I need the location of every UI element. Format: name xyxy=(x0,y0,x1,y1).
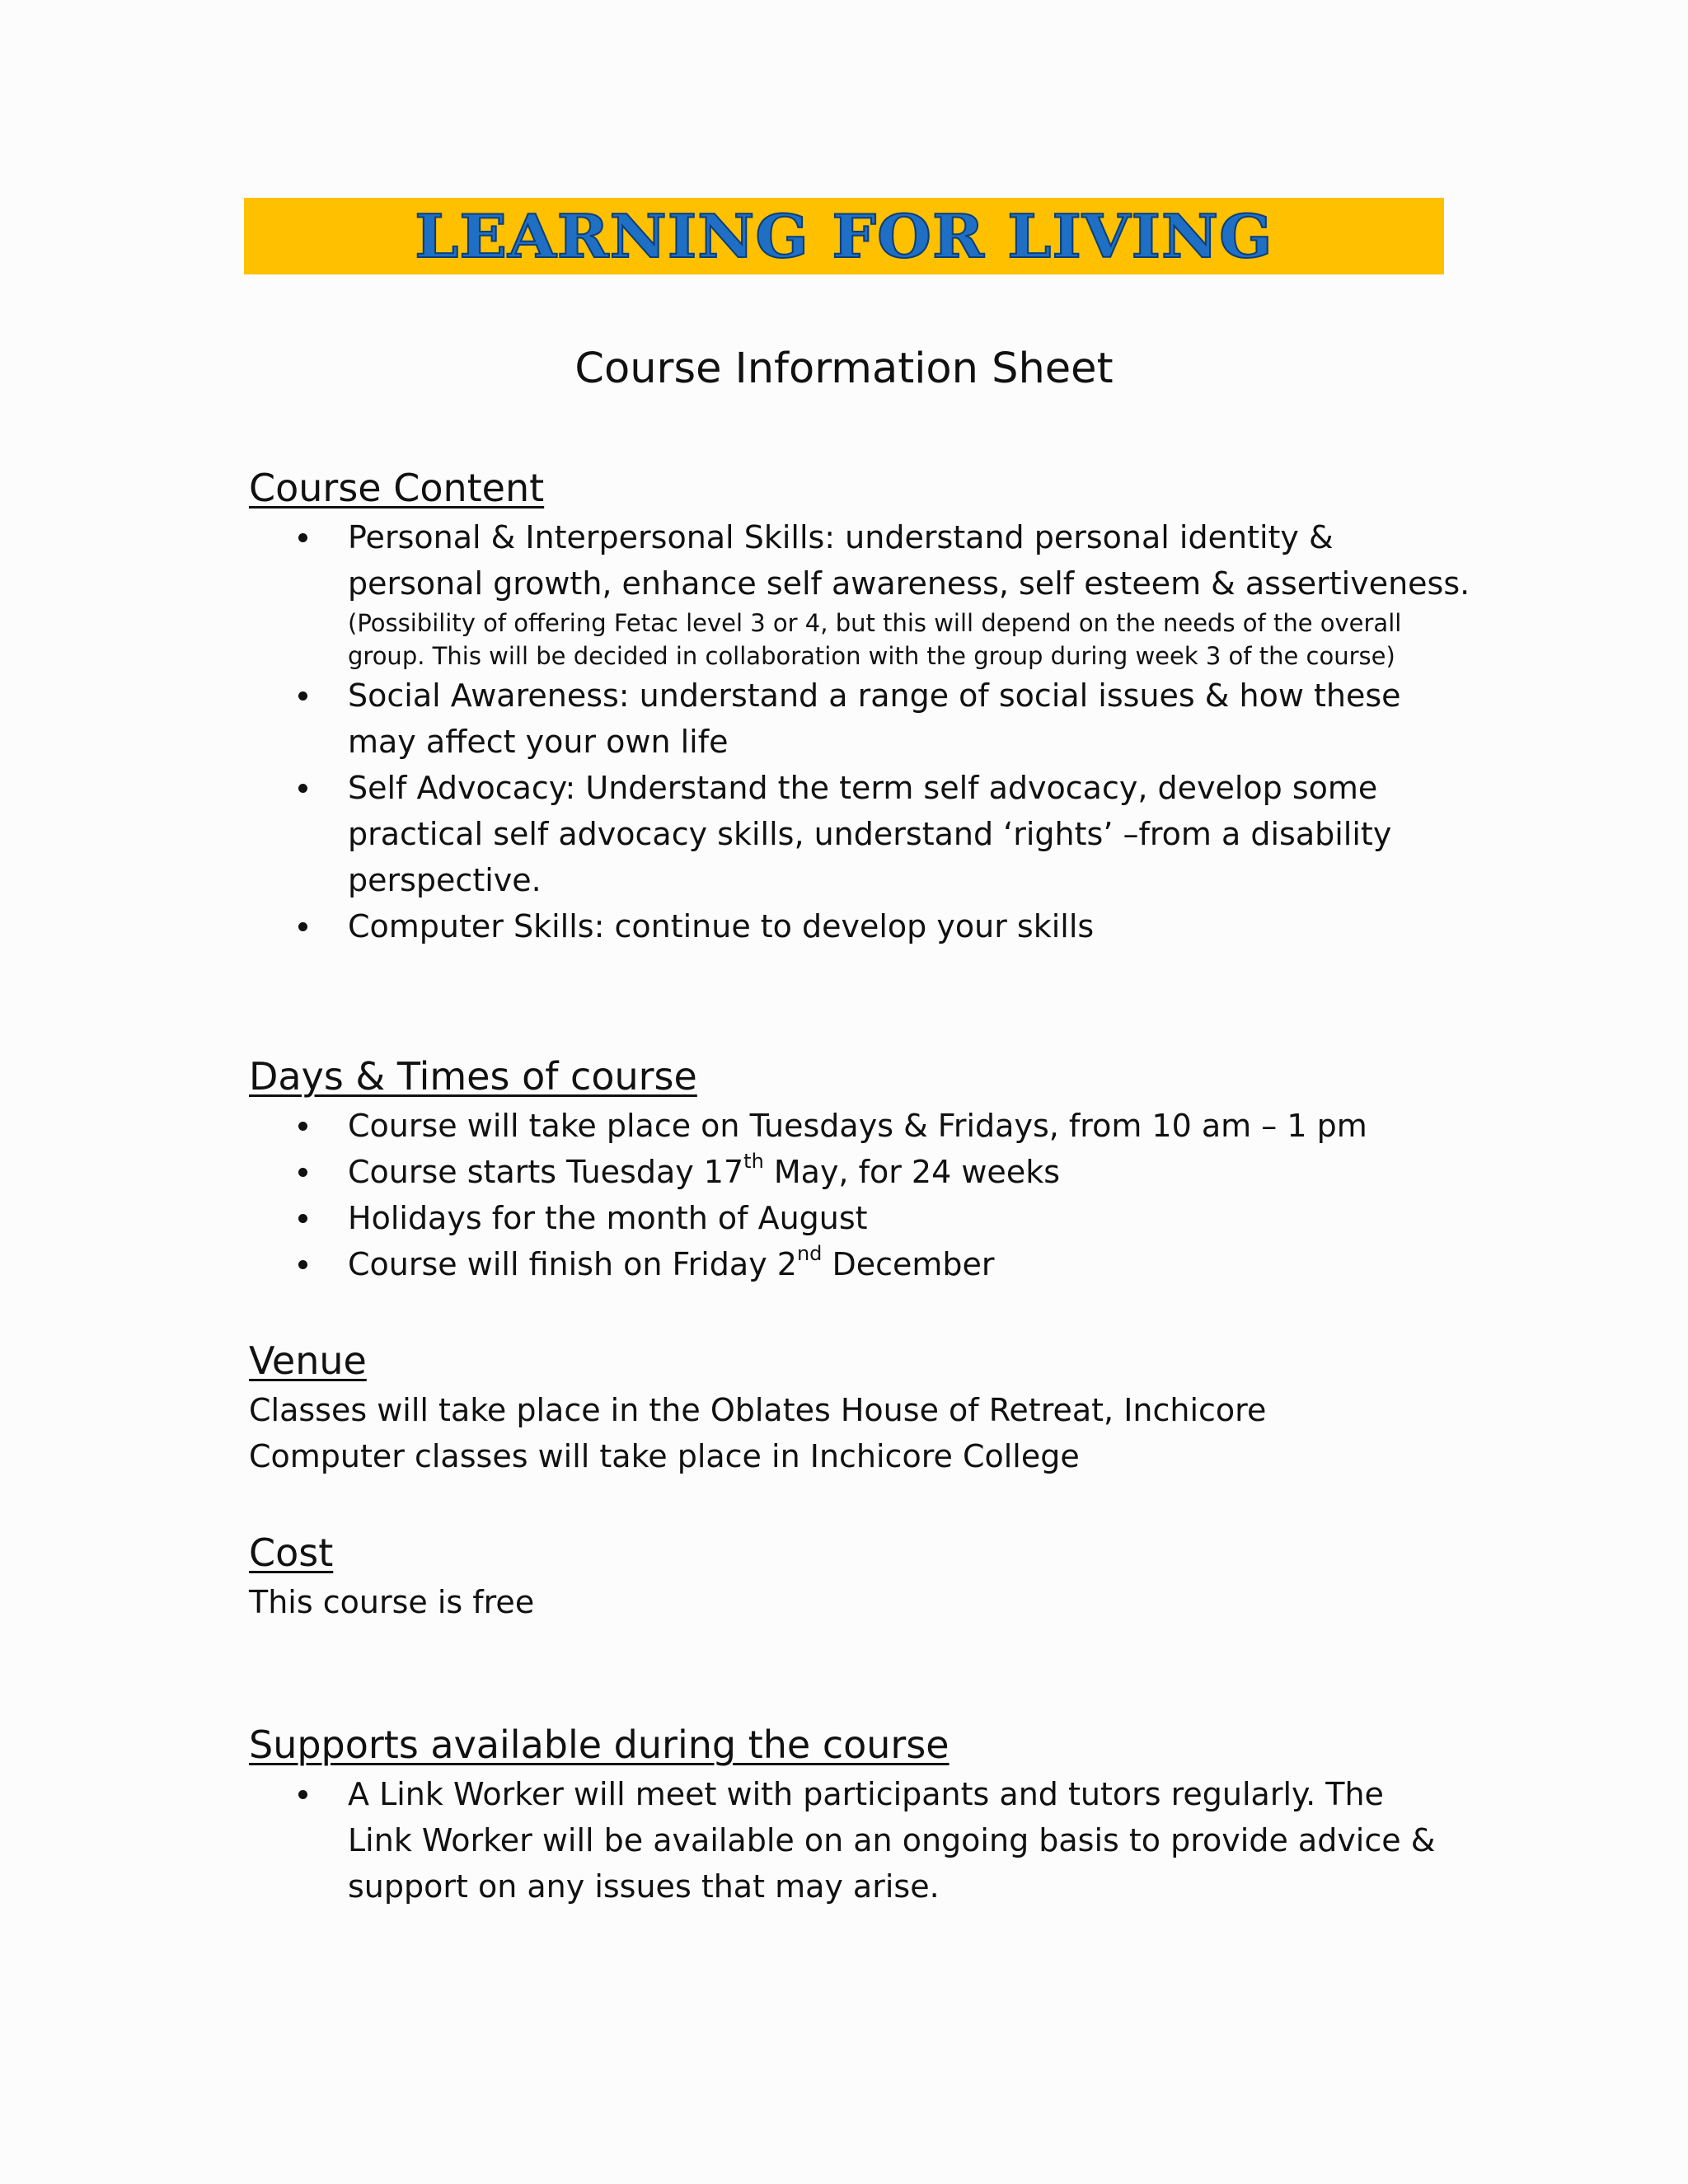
list-item: Social Awareness: understand a range of social issues & how these may affect your own life xyxy=(249,673,1436,765)
bullet-icon xyxy=(298,922,307,931)
list-item: Course will take place on Tuesdays & Fridays, from 10 am – 1 pm xyxy=(249,1103,1436,1149)
bullet-icon xyxy=(298,1214,307,1223)
list-item: Computer Skills: continue to develop your skills xyxy=(249,903,1436,949)
venue-heading: Venue xyxy=(249,1338,367,1383)
fetac-note: (Possibility of offering Fetac level 3 or 4, but this will depend on the needs of the overall xyxy=(348,609,1402,637)
list-item: Course will finish on Friday 2nd December xyxy=(249,1241,1436,1287)
list-item: Self Advocacy: Understand the term self advocacy, develop some practical self advocacy skills, understand ‘rights’ –from a disability perspective. xyxy=(249,765,1436,903)
bullet-icon xyxy=(298,1260,307,1269)
days-times-list xyxy=(249,1103,1436,1287)
supports-heading: Supports available during the course xyxy=(249,1722,950,1767)
title-banner xyxy=(244,198,1444,274)
list-item: Personal & Interpersonal Skills: understand personal identity & personal growth, enhance self awareness, self esteem & assertiveness. (Possibility of offering Fetac level 3 or 4, but this will depend on the needs of the overall group. This will be decided in collaboration with the group during week 3 of the course) xyxy=(249,514,1436,673)
bullet-icon xyxy=(298,691,307,701)
days-times-heading: Days & Times of course xyxy=(249,1054,697,1099)
course-content-list xyxy=(249,514,1470,949)
list-item: Holidays for the month of August xyxy=(249,1195,1436,1241)
cost-text: This course is free xyxy=(249,1584,535,1620)
bullet-icon xyxy=(298,1122,307,1131)
bullet-icon xyxy=(298,1168,307,1177)
bullet-icon xyxy=(298,1790,307,1799)
document-title: Course Information Sheet xyxy=(574,344,1114,393)
bullet-icon xyxy=(298,533,307,542)
venue-line: Classes will take place in the Oblates House of Retreat, Inchicore xyxy=(249,1392,1267,1428)
cost-heading: Cost xyxy=(249,1530,334,1575)
venue-line: Computer classes will take place in Inchicore College xyxy=(249,1438,1080,1474)
supports-list xyxy=(249,1771,1436,1910)
list-item: Course starts Tuesday 17th May, for 24 weeks xyxy=(249,1149,1436,1195)
bullet-icon xyxy=(298,784,307,793)
list-item: A Link Worker will meet with participants and tutors regularly. The Link Worker will be available on an ongoing basis to provide advice & support on any issues that may arise. xyxy=(249,1771,1436,1910)
banner-title: LEARNING FOR LIVING xyxy=(415,200,1273,271)
course-content-heading: Course Content xyxy=(249,466,545,510)
fetac-note: group. This will be decided in collaboration with the group during week 3 of the course) xyxy=(348,642,1395,670)
